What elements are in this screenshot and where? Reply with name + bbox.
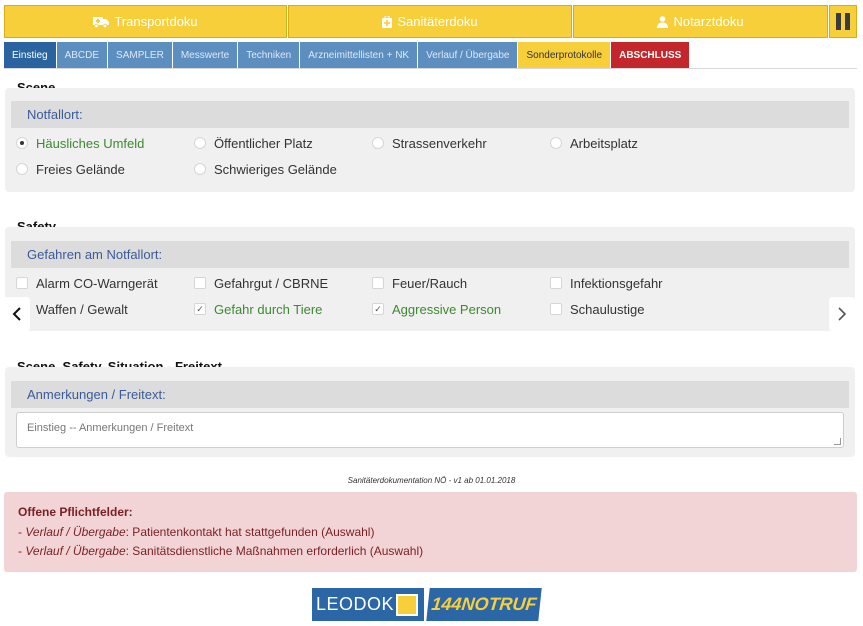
notfallort-label: Notfallort:	[11, 101, 849, 128]
subtab-verlauf-uebergabe[interactable]: Verlauf / Übergabe	[418, 42, 518, 68]
notruf-logo-text: 144NOTRUF	[430, 594, 538, 614]
checkbox-infektionsgefahr[interactable]: Infektionsgefahr	[550, 276, 728, 291]
alert-item-section-link[interactable]: Verlauf / Übergabe	[25, 525, 126, 539]
version-note: Sanitäterdokumentation NÖ - v1 ab 01.01.2018	[347, 476, 516, 485]
prev-arrow-button[interactable]	[4, 297, 30, 331]
radio-strassenverkehr[interactable]: Strassenverkehr	[372, 136, 550, 151]
radio-dot	[16, 137, 28, 149]
radio-haeusliches-umfeld[interactable]: Häusliches Umfeld	[16, 136, 194, 151]
doctor-icon	[657, 16, 668, 28]
sub-tab-bar	[4, 42, 690, 68]
tab-sanitaeterdoku[interactable]	[288, 5, 572, 38]
radio-arbeitsplatz[interactable]: Arbeitsplatz	[550, 136, 728, 151]
radio-dot	[16, 163, 28, 175]
checkbox-feuer-rauch[interactable]: Feuer/Rauch	[372, 276, 550, 291]
top-tab-bar	[4, 5, 857, 38]
leodok-logo-text: LEODOK	[316, 594, 395, 614]
radio-dot	[550, 137, 562, 149]
chevron-right-icon	[837, 307, 847, 321]
tab-transportdoku-label: Transportdoku	[114, 14, 198, 29]
checkbox-aggressive-person[interactable]: ✓ Aggressive Person	[372, 302, 550, 317]
leodok-logo	[312, 588, 424, 621]
divider	[4, 68, 857, 69]
alert-item-section-link[interactable]: Verlauf / Übergabe	[25, 544, 126, 558]
checkbox-alarm-co[interactable]: Alarm CO-Warngerät	[16, 276, 194, 291]
subtab-arzneimittellisten[interactable]: Arzneimittellisten + NK	[300, 42, 418, 68]
tab-notarztdoku-label: Notarztdoku	[673, 14, 744, 29]
tab-transportdoku[interactable]	[4, 5, 287, 38]
checkbox-box	[372, 277, 384, 289]
alert-title: Offene Pflichtfelder:	[18, 505, 133, 519]
next-arrow-button[interactable]	[829, 297, 855, 331]
subtab-sampler[interactable]: SAMPLER	[108, 42, 173, 68]
ambulance-icon	[93, 16, 109, 28]
chevron-left-icon	[12, 307, 22, 321]
pause-button[interactable]	[829, 5, 857, 38]
checkbox-schaulustige[interactable]: Schaulustige	[550, 302, 728, 317]
gefahren-label: Gefahren am Notfallort:	[11, 241, 849, 268]
subtab-abschluss[interactable]: ABSCHLUSS	[611, 42, 690, 68]
subtab-messwerte[interactable]: Messwerte	[173, 42, 238, 68]
resize-handle-icon[interactable]	[834, 438, 841, 445]
subtab-techniken[interactable]: Techniken	[238, 42, 300, 68]
anmerkungen-label: Anmerkungen / Freitext:	[11, 381, 849, 408]
subtab-abcde[interactable]: ABCDE	[57, 42, 108, 68]
footer-logos	[312, 588, 540, 621]
radio-freies-gelaende[interactable]: Freies Gelände	[16, 162, 194, 177]
safety-row-2	[5, 296, 855, 322]
subtab-sonderprotokolle[interactable]: Sonderprotokolle	[518, 42, 611, 68]
freitext-textarea[interactable]	[16, 412, 844, 448]
check-icon: ✓	[194, 303, 206, 315]
checkbox-box	[194, 277, 206, 289]
check-icon: ✓	[372, 303, 384, 315]
safety-panel	[5, 227, 855, 331]
notruf-144-logo	[426, 588, 541, 621]
required-fields-alert	[4, 492, 857, 572]
checkbox-box	[550, 303, 562, 315]
checkbox-gefahrgut[interactable]: Gefahrgut / CBRNE	[194, 276, 372, 291]
tab-sanitaeterdoku-label: Sanitäterdoku	[397, 14, 478, 29]
radio-schwieriges-gelaende[interactable]: Schwieriges Gelände	[194, 162, 372, 177]
medkit-icon	[382, 16, 392, 28]
scene-row-1	[5, 130, 855, 156]
cube-icon	[396, 594, 418, 616]
tab-notarztdoku[interactable]	[573, 5, 828, 38]
radio-dot	[194, 137, 206, 149]
safety-row-1	[5, 270, 855, 296]
scene-panel	[5, 88, 855, 192]
checkbox-box	[16, 277, 28, 289]
pause-icon	[836, 13, 841, 30]
radio-dot	[194, 163, 206, 175]
radio-oeffentlicher-platz[interactable]: Öffentlicher Platz	[194, 136, 372, 151]
checkbox-gefahr-tiere[interactable]: ✓ Gefahr durch Tiere	[194, 302, 372, 317]
radio-dot	[372, 137, 384, 149]
alert-item: - Verlauf / Übergabe: Patientenkontakt hat stattgefunden (Auswahl)	[18, 525, 375, 539]
subtab-einstieg[interactable]: Einstieg	[4, 42, 57, 68]
checkbox-waffen-gewalt[interactable]: Waffen / Gewalt	[16, 302, 194, 317]
alert-item: - Verlauf / Übergabe: Sanitätsdienstliche Maßnahmen erforderlich (Auswahl)	[18, 544, 424, 558]
checkbox-box	[550, 277, 562, 289]
freitext-placeholder: Einstieg -- Anmerkungen / Freitext	[27, 422, 194, 434]
scene-row-2	[5, 156, 855, 182]
